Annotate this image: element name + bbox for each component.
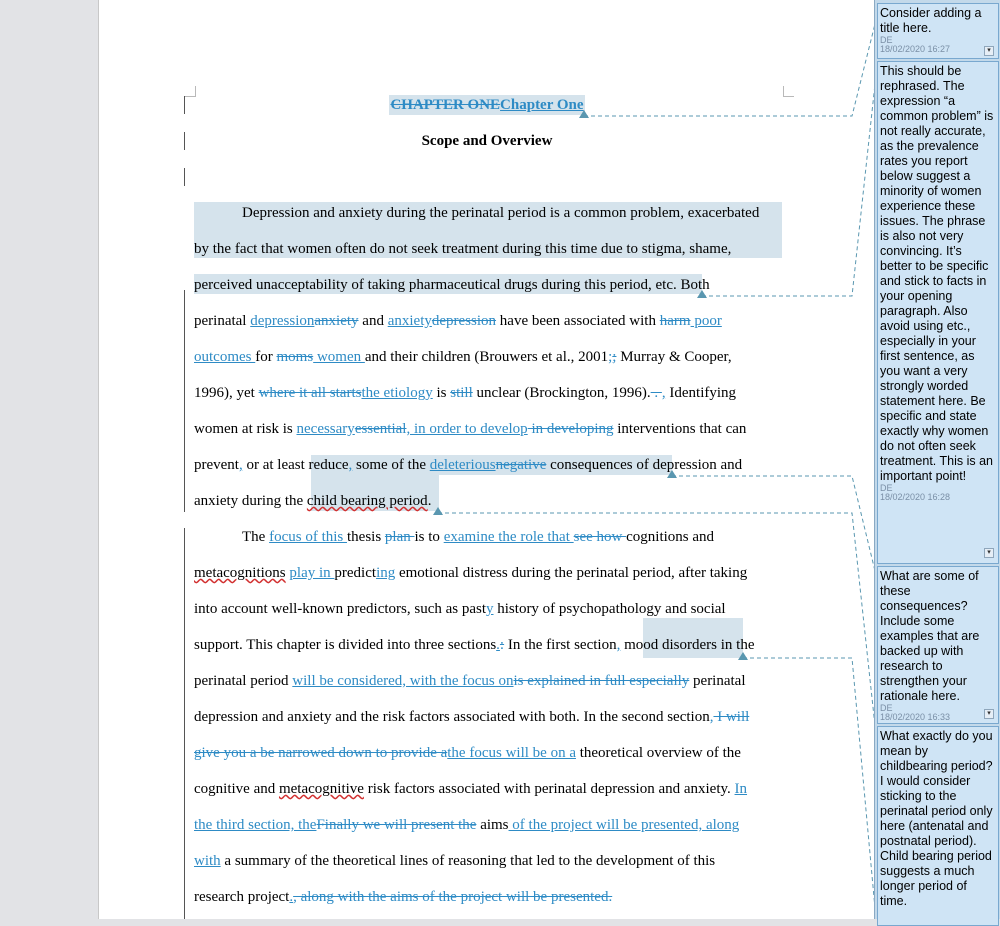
change-bar xyxy=(184,528,185,919)
comment-author: DE xyxy=(880,35,893,45)
text-line[interactable]: 1996), yet where it all startsthe etiology is still unclear (Brockington, 1996). . , Identifying xyxy=(194,385,737,401)
text-line[interactable]: depression and anxiety and the risk factors associated with both. In the second section, I will xyxy=(194,709,750,725)
chapter-title[interactable] xyxy=(99,95,875,115)
comment-text: What exactly do you mean by childbearing period? I would consider sticking to the perinatal period only here (antenatal and postnatal period). Child bearing period suggests a much longer period of time. xyxy=(880,729,993,908)
text-line[interactable]: perceived unacceptability of taking pharmaceutical drugs during this period, etc. Both xyxy=(194,277,710,293)
chevron-down-icon[interactable]: ▾ xyxy=(984,46,994,56)
text-line[interactable]: Depression and anxiety during the perinatal period is a common problem, exacerbated xyxy=(242,205,760,221)
text-line[interactable]: into account well-known predictors, such as pasty history of psychopathology and social xyxy=(194,601,726,617)
comment-date: 18/02/2020 16:27 xyxy=(880,44,951,54)
text-line[interactable]: perinatal period will be considered, with the focus onis explained in full especially perinatal xyxy=(194,673,746,689)
text-line[interactable]: support. This chapter is divided into three sections.: In the first section, mood disorders in the xyxy=(194,637,755,653)
comment-anchor-marker[interactable] xyxy=(697,290,707,298)
comment-balloon[interactable] xyxy=(877,61,999,564)
comment-date: 18/02/2020 16:33 xyxy=(880,712,951,722)
text-line[interactable]: metacognitions play in predicting emotional distress during the perinatal period, after taking xyxy=(194,565,748,581)
text-line[interactable]: the third section, theFinally we will present the aims of the project will be presented, along xyxy=(194,817,740,833)
comment-balloon[interactable] xyxy=(877,566,999,724)
text-line[interactable]: research project., along with the aims of the project will be presented. xyxy=(194,889,613,905)
text-line[interactable]: with a summary of the theoretical lines of reasoning that led to the development of this xyxy=(194,853,716,869)
comment-date: 18/02/2020 16:28 xyxy=(880,492,951,502)
comment-text: This should be rephrased. The expression “a common problem” is not really accurate, as the prevalence rates you report below suggest a minority of women experience these issues. The phrase is also not very convincing. It’s better to be specific and stick to facts in your opening paragraph. Also avoid using etc., especially in your first sentence, as you want a very strongly worded statement here. Be specific and state exactly why women do not often seek treatment. This is an important point! xyxy=(880,64,994,483)
text-line[interactable]: The focus of this thesis plan is to examine the role that see how cognitions and xyxy=(242,529,715,545)
comment-author: DE xyxy=(880,703,893,713)
comment-text: What are some of these consequences? Include some examples that are backed up with research to strengthen your rationale here. xyxy=(880,569,980,703)
comment-anchor-marker[interactable] xyxy=(667,470,677,478)
comment-anchor-marker[interactable] xyxy=(433,507,443,515)
comment-balloon[interactable] xyxy=(877,726,999,926)
comment-text: Consider adding a title here. xyxy=(880,6,982,35)
text-line[interactable]: perinatal depressionanxiety and anxietydepression have been associated with harm poor xyxy=(194,313,722,329)
text-line[interactable]: women at risk is necessaryessential, in order to develop in developing interventions that can xyxy=(194,421,747,437)
comment-author: DE xyxy=(880,483,893,493)
chevron-down-icon[interactable]: ▾ xyxy=(984,548,994,558)
text-line[interactable]: by the fact that women often do not seek treatment during this time due to stigma, shame, xyxy=(194,241,732,257)
comment-balloon[interactable] xyxy=(877,3,999,59)
title-inserted: Chapter One xyxy=(500,97,584,113)
change-bar xyxy=(184,290,185,512)
text-line[interactable]: outcomes for moms women and their children (Brouwers et al., 2001;; Murray & Cooper, xyxy=(194,349,732,365)
title-deleted: CHAPTER ONE xyxy=(390,97,501,113)
comments-pane[interactable] xyxy=(874,0,1000,919)
text-line[interactable]: cognitive and metacognitive risk factors associated with perinatal depression and anxiety. In xyxy=(194,781,748,797)
comment-anchor-marker[interactable] xyxy=(738,652,748,660)
text-line[interactable]: anxiety during the child bearing period. xyxy=(194,493,432,509)
chevron-down-icon[interactable]: ▾ xyxy=(984,709,994,719)
comment-anchor-marker[interactable] xyxy=(579,110,589,118)
document-page[interactable] xyxy=(98,0,876,919)
text-line[interactable]: give you a be narrowed down to provide athe focus will be on a theoretical overview of the xyxy=(194,745,741,761)
text-line[interactable]: prevent, or at least reduce, some of the deleteriousnegative consequences of depression and xyxy=(194,457,743,473)
chapter-subtitle[interactable]: Scope and Overview xyxy=(421,133,553,149)
change-bar xyxy=(184,168,185,186)
